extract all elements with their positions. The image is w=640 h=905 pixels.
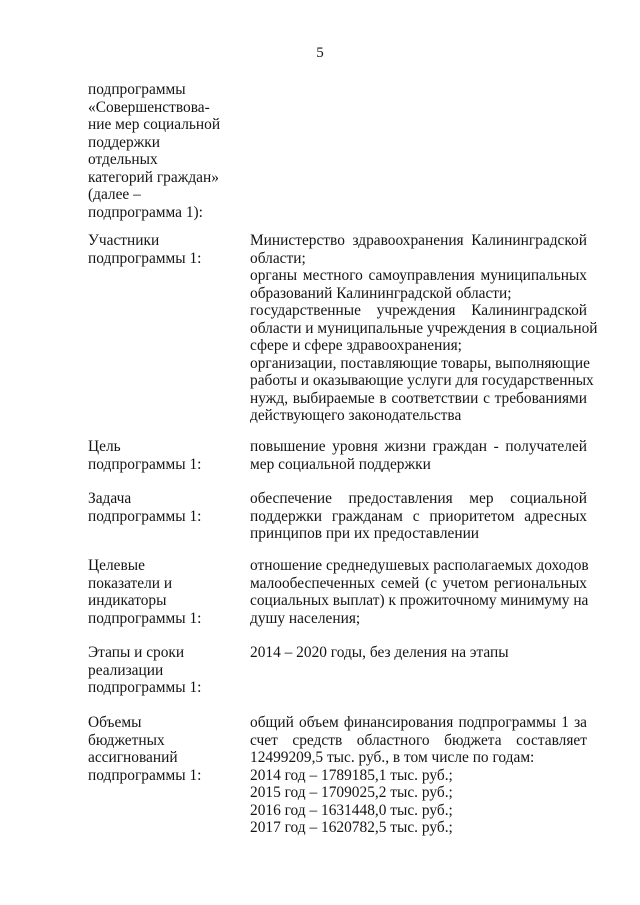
value-line: мер социальной поддержки [250, 455, 431, 473]
value-line: сфере и сфере здравоохранения; [250, 337, 462, 354]
value-line: социальных выплат) к прожиточному минимуму на [250, 592, 589, 609]
budget-value [250, 714, 587, 837]
label-line: индикаторы [88, 592, 167, 609]
label-line: поддержки [88, 133, 161, 151]
value-line: 2017 год – 1620782,5 тыс. руб.; [250, 819, 453, 836]
label-line: Участники [88, 232, 160, 249]
label-line: ние мер социальной [88, 116, 221, 133]
value-line: поддержки гражданам с приоритетом адресных [250, 507, 587, 525]
label-line: подпрограмма 1): [88, 203, 203, 221]
goal-value [250, 438, 587, 473]
value-line: организации, поставляющие товары, выполняющие [250, 354, 590, 372]
budget-label [88, 714, 238, 784]
label-line: показатели и [88, 574, 173, 592]
label-line: подпрограммы 1: [88, 609, 202, 627]
label-line: Этапы и сроки [88, 644, 185, 661]
value-line: работы и оказывающие услуги для государственных [250, 372, 594, 389]
participants-label [88, 232, 238, 267]
value-line: 2015 год – 1709025,2 тыс. руб.; [250, 784, 453, 801]
subprogram-name-label [88, 81, 238, 221]
value-line: государственные учреждения Калининградской [250, 302, 587, 319]
label-line: (далее – [88, 186, 141, 203]
value-line: принципов при их предоставлении [250, 525, 480, 542]
value-line: общий объем финансирования подпрограммы 1 за [250, 714, 587, 731]
participants-value [250, 232, 598, 425]
label-line: ассигнований [88, 749, 178, 766]
value-line: обеспечение предоставления мер социальной [250, 490, 587, 507]
value-line: области; [250, 249, 306, 267]
value-line: действующего законодательства [250, 407, 462, 424]
page-number: 5 [316, 45, 324, 61]
label-line: подпрограммы 1: [88, 507, 202, 525]
goal-label [88, 438, 238, 473]
value-line: повышение уровня жизни граждан - получателей [250, 438, 587, 455]
value-line: душу населения; [250, 609, 361, 627]
value-line: 2014 год – 1789185,1 тыс. руб.; [250, 766, 453, 784]
label-line: подпрограммы 1: [88, 455, 202, 473]
label-line: категорий граждан» [88, 168, 219, 186]
label-line: «Совершенствова- [88, 98, 210, 116]
value-line: Министерство здравоохранения Калининградской [250, 232, 587, 249]
task-label [88, 490, 238, 525]
task-value [250, 490, 587, 543]
value-line: образований Калининградской области; [250, 284, 512, 302]
value-line: нужд, выбираемые в соответствии с требованиями [250, 389, 587, 407]
label-line: реализации [88, 661, 164, 679]
label-line: Объемы [88, 714, 142, 731]
stages-label [88, 644, 238, 697]
value-line: малообеспеченных семей (с учетом региональных [250, 574, 587, 592]
label-line: подпрограммы [88, 81, 186, 98]
label-line: бюджетных [88, 731, 165, 749]
label-line: подпрограммы 1: [88, 766, 202, 784]
value-line: счет средств областного бюджета составляет [250, 731, 587, 749]
value-line: 2014 – 2020 годы, без деления на этапы [250, 644, 509, 661]
label-line: подпрограммы 1: [88, 679, 202, 696]
value-line: отношение среднедушевых располагаемых доходов [250, 557, 589, 574]
value-line: органы местного самоуправления муниципальных [250, 267, 587, 284]
value-line: области и муниципальные учреждения в социальной [250, 319, 598, 337]
value-line: 2016 год – 1631448,0 тыс. руб.; [250, 801, 453, 819]
stages-value [250, 644, 587, 662]
indicators-value [250, 557, 587, 627]
value-line: 12499209,5 тыс. руб., в том числе по годам: [250, 749, 535, 766]
label-line: Цель [88, 438, 121, 455]
label-line: отдельных [88, 151, 158, 168]
label-line: Задача [88, 490, 132, 507]
label-line: подпрограммы 1: [88, 249, 202, 267]
indicators-label [88, 557, 238, 627]
label-line: Целевые [88, 557, 145, 574]
